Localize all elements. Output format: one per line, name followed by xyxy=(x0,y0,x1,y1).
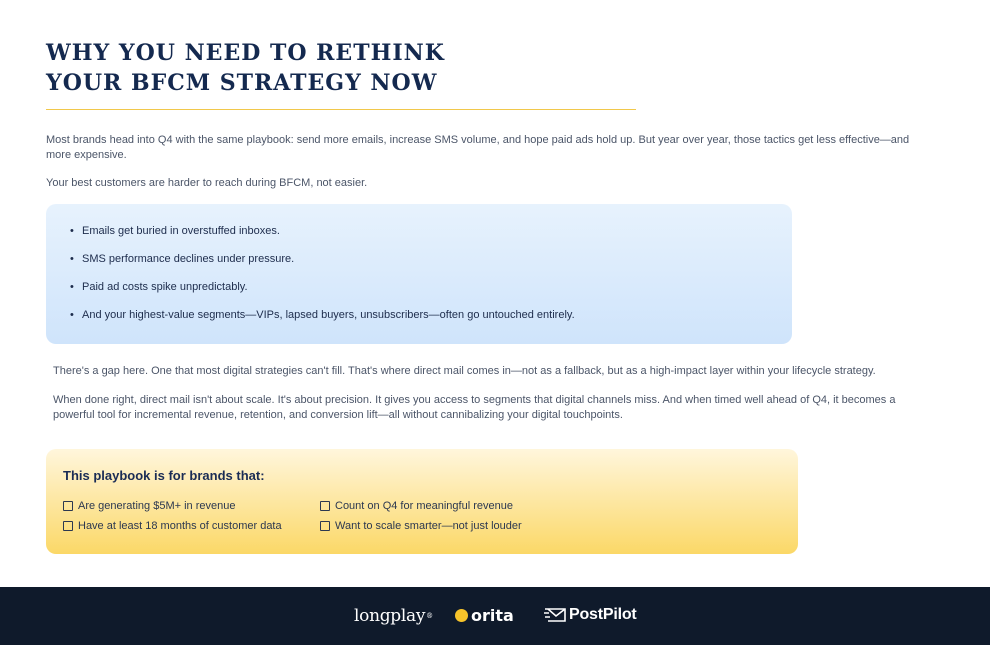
criteria-item xyxy=(63,499,235,513)
criteria-label: Count on Q4 for meaningful revenue xyxy=(335,500,513,512)
checkbox-icon xyxy=(63,521,73,531)
criteria-item xyxy=(320,499,513,513)
checkbox-icon xyxy=(320,521,330,531)
criteria-item xyxy=(63,519,282,533)
page-title-line-1: WHY YOU NEED TO RETHINK xyxy=(46,40,445,66)
playbook-audience-callout xyxy=(46,449,798,554)
intro-subparagraph: Your best customers are harder to reach during BFCM, not easier. xyxy=(46,177,368,189)
longplay-logo xyxy=(354,606,433,626)
playbook-audience-title: This playbook is for brands that: xyxy=(63,468,265,483)
registered-mark: ® xyxy=(426,612,433,620)
envelope-icon xyxy=(544,608,566,622)
title-divider xyxy=(46,109,636,110)
page-title xyxy=(46,38,445,98)
orita-wordmark: orita xyxy=(471,606,514,625)
criteria-item xyxy=(320,519,522,533)
postpilot-logo xyxy=(544,606,637,624)
footer-logo-bar xyxy=(0,587,990,645)
orita-logo xyxy=(455,606,514,625)
criteria-label: Have at least 18 months of customer data xyxy=(78,520,282,532)
checkbox-icon xyxy=(63,501,73,511)
criteria-label: Want to scale smarter—not just louder xyxy=(335,520,522,532)
longplay-wordmark: longplay xyxy=(354,606,426,626)
challenge-item: • SMS performance declines under pressure. xyxy=(70,252,575,266)
challenge-item: • Paid ad costs spike unpredictably. xyxy=(70,280,575,294)
gap-paragraph: There's a gap here. One that most digital strategies can't fill. That's where direct mail comes in—not as a fallback, but as a high-impact layer within your lifecycle strategy. xyxy=(53,365,876,377)
challenges-list xyxy=(70,224,575,336)
challenge-item: • And your highest-value segments—VIPs, lapsed buyers, unsubscribers—often go untouched entirely. xyxy=(70,308,575,322)
intro-paragraph: Most brands head into Q4 with the same playbook: send more emails, increase SMS volume, and hope paid ads hold up. But year over year, those tactics get less effective—and more expensive. xyxy=(46,134,910,161)
page-title-line-2: YOUR BFCM STRATEGY NOW xyxy=(46,70,438,96)
orita-mark-icon xyxy=(455,609,468,622)
challenge-item: • Emails get buried in overstuffed inboxes. xyxy=(70,224,575,238)
challenges-callout xyxy=(46,204,792,344)
precision-paragraph: When done right, direct mail isn't about scale. It's about precision. It gives you access to segments that digital channels miss. And when timed well ahead of Q4, it becomes a powerful tool for incremental revenue, retention, and conversion lift—all without cannibalizing your digital touchpoints. xyxy=(53,394,896,421)
checkbox-icon xyxy=(320,501,330,511)
postpilot-wordmark: PostPilot xyxy=(569,606,637,623)
criteria-label: Are generating $5M+ in revenue xyxy=(78,500,236,512)
